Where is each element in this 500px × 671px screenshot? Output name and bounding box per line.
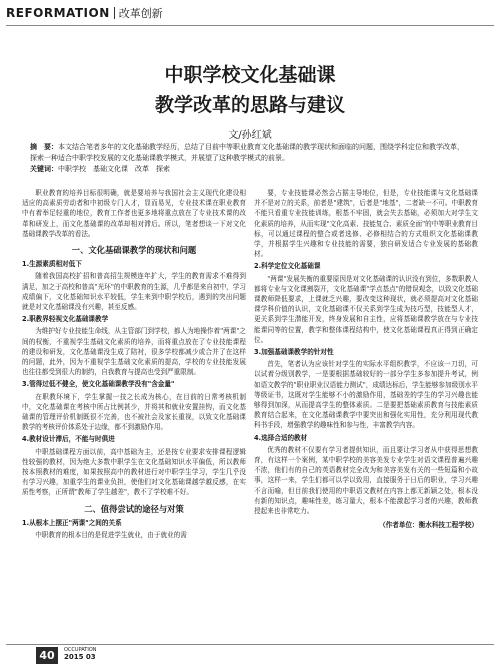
left-subsection-heading: 2.职教界轻视文化基础课教学 — [22, 315, 109, 324]
abstract-body — [30, 142, 470, 164]
abstract — [30, 142, 470, 175]
right-subsection-heading: 3.加强基础课教学的针对性 — [254, 348, 334, 357]
left-paragraph: 中职教育的根本目的是促进学生就业，由于就业的需 — [35, 531, 187, 540]
right-paragraph: 优秀的教材不仅要有学习者提供知识，而且要让学习者从中获得思想教育，有这样一个案例，某中职学校的美容美发专业学生对语文课程普遍兴趣不浓，他们有的自己的英语教材完全改为和美容美发有关的一些短篇和小故事，这样一来，学生们都可以学以致用，直接服务于日后的职业，学习兴趣不言而喻，但目前我们使用的中职语文教材在内容上都无新颖之处，根本没有新的知识点，趣味性差，练习量大，根本不能激起学习者的兴趣，教师教授起来也非常吃力。 — [254, 445, 478, 516]
right-paragraph: 要，专业技能课必然会占据主导地位，但是，专业技能课与文化基础课并不是对立的关系，前者是"建筑"，后者是"地基"，二者缺一不可。中职教育不能只看重专业技能训练，根基不牢固，就会失去基础，必须加大对学生文化素质的培养，从而实现"文化高素、技能复合、素质全面"的中等职业教育目标，可以通过课程的整合或者选修、必修相结合的方式组织文化基础课教学，并根据学生兴趣和专业技能的需要，独自研发适合专业发展的基础教材。 — [254, 189, 478, 259]
keywords-text: 中职学校 基础文化课 改革 探索 — [58, 165, 170, 173]
header-divider — [114, 7, 115, 19]
right-paragraph: "两课"发展失衡的重要原因是对文化基础课的认识没有到位，多数职教人都将专业与文化课割裂开，文化基础课"学点基点"的错误观念，以致文化基础课教师降低要求，上课就乏兴趣，要改变这种现状，就必须提高对文化基础课学科价值的认识，文化基础课不仅关系到学生成为技巧型，技能型人才，更关系到学生潜能开发，终身发展和自主性，应将基础课教学放在与专业技能课同等的位置，教学和整体课程结构中，使文化基础课程真正得到正确定位。 — [254, 274, 478, 344]
abstract-label: 摘 要： — [30, 143, 58, 151]
left-column — [22, 188, 246, 540]
page-number: 40 — [36, 647, 58, 664]
left-section-heading: 一、文化基础课教学的现状和问题 — [71, 245, 197, 256]
left-paragraph: 为维护好专业技能生命线，从主管部门到学校，都人为地操作着"两课"之间的权衡，不重视学生基础文化素质的培养，而将重点放在了专业技能课程的建设和研发，文化基础课没生成了陪衬，很多学校都减少或合并了在这样的问题，此外，因为不重视学生基础文化素质的提高，学校的专业技能发展也往往都受到很大的制约，自我教育与提高也受到严重限制。 — [22, 327, 246, 377]
section-label: 改革创新 — [118, 7, 163, 20]
journal-name: OCCUPATION — [64, 647, 97, 653]
journal-info — [64, 647, 97, 661]
left-subsection-heading: 4.教材设计滞后，不能与时俱进 — [22, 435, 115, 444]
header — [6, 4, 163, 22]
left-subsection-heading: 1.从根本上摆正"两课"之间的关系 — [22, 518, 122, 527]
left-paragraph: 中职基础课程方面以前，高中基础为主，还是按专业要求安排课程逻辑性较强的教材，因为绝大多数中职学生在文化基础知识水平偏低，所以教师按本照教材的难度，如果按照高中的教材进行对中职学生学习，学生几乎没有学习兴趣，加重学生的课业负担，使他们对文化基础课越学越反感，在实质性考察，正所谓"教师了学生越差"，教不了学校难不好。 — [22, 447, 246, 497]
left-paragraph: 在职教环境下，学生掌握一技之长成为核心，在目前的日常考核机制中，文化基础课在考核中所占比例甚少，并将其和就业安置挂钩，而文化基础课的管理评价机制既很不完善，也不被社会及家长重视，以致文化基础课教学的考核评价体系处于边缘，都不到激励作用。 — [22, 392, 246, 432]
article-title-line-2: 教学改革的思路与建议 — [154, 94, 345, 116]
right-column — [254, 188, 478, 531]
keywords-label: 关键词： — [30, 165, 58, 173]
magazine-logo: REFORMATION — [6, 6, 110, 20]
left-paragraph: 职业教育的培养目标很明确，就是要培养与我国社会主义现代化建设相适应的高素质劳动者和中初级专门人才，显而易见，专业技术课在职业教育中有着举足轻重的地位，教育工作者也更多地将重点放在了专业技术课的改革和研发上，而文化基础课的改革却相对滞后。所以，笔者想谈一下对文化基础课教学改革的看法。 — [22, 189, 246, 238]
journal-issue: 2015 03 — [64, 653, 96, 661]
right-author-affiliation: （作者单位：衡水科技工程学校） — [379, 521, 478, 530]
left-subsection-heading: 3.管得过低不健全，使文化基础课教学没有"含金量" — [22, 380, 175, 389]
author: 文/孙红斌 — [228, 130, 272, 141]
right-subsection-heading: 2.科学定位文化基础课 — [254, 262, 321, 271]
left-paragraph: 随着我国高校扩招和普高招生规模连年扩大，学生的教育需求不难得到满足，加之于高校和普高"光环"的中职教育的生源，几乎都是来自初中，学习成绩偏下，文化基础知识水平较低，学生来到中职学校后，遇到的突出问题就是对文化基础课没有兴趣，甚至反感。 — [22, 272, 246, 312]
left-subsection-heading: 1.生源素质相对低下 — [22, 260, 82, 269]
right-subsection-heading: 4.选择合适的教材 — [254, 433, 308, 442]
article-title-line-1: 中职学校文化基础课 — [164, 64, 336, 86]
footer-rule — [6, 644, 494, 645]
keywords — [30, 164, 470, 175]
abstract-text: 本文结合笔者多年的文化基础教学经历，总结了目前中等职业教育文化基础课的教学现状和面临的问题，围绕学科定位和教学改革，探索一种适合中职学校发展的文化基础课教学模式，并展望了这种教学模式的前景。 — [30, 143, 464, 162]
header-rule — [6, 25, 494, 26]
left-section-heading: 二、值得尝试的途径与对策 — [84, 503, 184, 514]
right-paragraph: 首先，笔者认为应该针对学生的实际水平组织教学，不应该一刀切，可以试着分级别教学，一是要根据基础较好的一部分学生多参加提升考试，例如语文教学的"职业职业汉语能力测试"，成绩达标后，学生能够参加级别水平等级证书，这既对学生能够不小的激励作用，基础差的学生的学习兴趣也能够得到加深，从而提高学生的整体素质。二是要把基础素质教育与技能素质教育结合起来，在文化基础课教学中要突出和强化实用性，充分利用现代教科书手段，增强教学的趣味性和参与性，丰富教学内容。 — [254, 360, 478, 430]
